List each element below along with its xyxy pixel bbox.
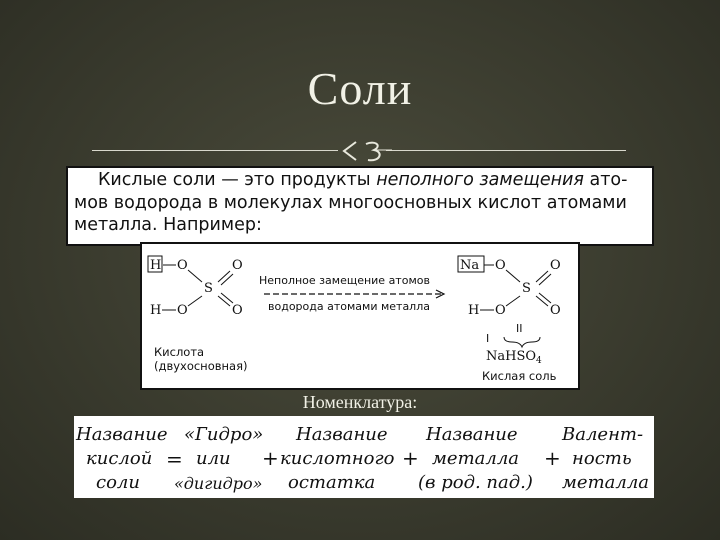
acid-label-line2: (двухосновная) xyxy=(154,359,248,373)
definition-line1-end: ато- xyxy=(583,170,628,190)
definition-line-1 xyxy=(74,169,646,192)
plus-sign-3: + xyxy=(544,446,561,470)
col4-line2: металла xyxy=(432,448,520,469)
title-divider-right xyxy=(386,150,626,151)
col5-line3: металла xyxy=(562,472,650,493)
h-atom-bottom-left: H xyxy=(150,303,162,318)
plus-sign-1: + xyxy=(262,446,279,470)
col1-line1: Название xyxy=(76,424,168,445)
col3-line1: Название xyxy=(296,424,388,445)
definition-emphasis: неполного замещения xyxy=(376,170,584,190)
na-atom: Na xyxy=(460,258,480,273)
s-atom-left: S xyxy=(204,281,213,296)
divider-flourish-icon xyxy=(336,136,392,166)
col3-line3: остатка xyxy=(288,472,376,493)
col2-line1: «Гидро» xyxy=(184,424,264,445)
definition-box xyxy=(66,166,654,246)
o-atom-8: O xyxy=(550,303,561,318)
col3-line2: кислотного xyxy=(280,448,395,469)
definition-line-3: металла. Например: xyxy=(74,215,262,235)
slide-title: Соли xyxy=(307,63,413,114)
valence-label-right: II xyxy=(516,322,523,335)
arrow-label-top: Неполное замещение атомов xyxy=(259,274,430,287)
nomenclature-heading: Номенклатура: xyxy=(302,392,418,412)
arrow-label-bottom: водорода атомами металла xyxy=(268,300,430,313)
definition-line-2: мов водорода в молекулах многоосновных кислот атомами xyxy=(74,192,627,213)
o-atom-3: O xyxy=(177,303,188,318)
col1-line3: соли xyxy=(96,472,140,493)
o-atom-2: O xyxy=(232,258,243,273)
col2-line3: «дигидро» xyxy=(174,474,263,493)
acid-label-line1: Кислота xyxy=(154,345,205,359)
title-divider-left xyxy=(92,150,338,151)
o-atom-1: O xyxy=(177,258,188,273)
o-atom-7: O xyxy=(495,303,506,318)
reaction-scheme xyxy=(140,242,580,390)
o-atom-4: O xyxy=(232,303,243,318)
salt-formula: NaHSO$_4$ xyxy=(486,349,542,366)
definition-intro: Кислые соли — это продукты xyxy=(98,170,377,190)
o-atom-6: O xyxy=(550,258,561,273)
plus-sign-2: + xyxy=(402,446,419,470)
o-atom-5: O xyxy=(495,258,506,273)
col4-line3: (в род. пад.) xyxy=(418,472,533,493)
equals-sign: = xyxy=(166,447,183,471)
col5-line2: ность xyxy=(572,448,632,469)
nomenclature-table xyxy=(74,416,654,498)
salt-label: Кислая соль xyxy=(482,369,557,383)
h-atom-top-left: H xyxy=(150,258,162,273)
col4-line1: Название xyxy=(426,424,518,445)
col2-line2: или xyxy=(196,448,231,469)
h-atom-bottom-right: H xyxy=(468,303,480,318)
s-atom-right: S xyxy=(522,281,531,296)
col1-line2: кислой xyxy=(86,448,153,469)
col5-line1: Валент- xyxy=(562,424,644,445)
valence-label-left: I xyxy=(486,332,490,345)
